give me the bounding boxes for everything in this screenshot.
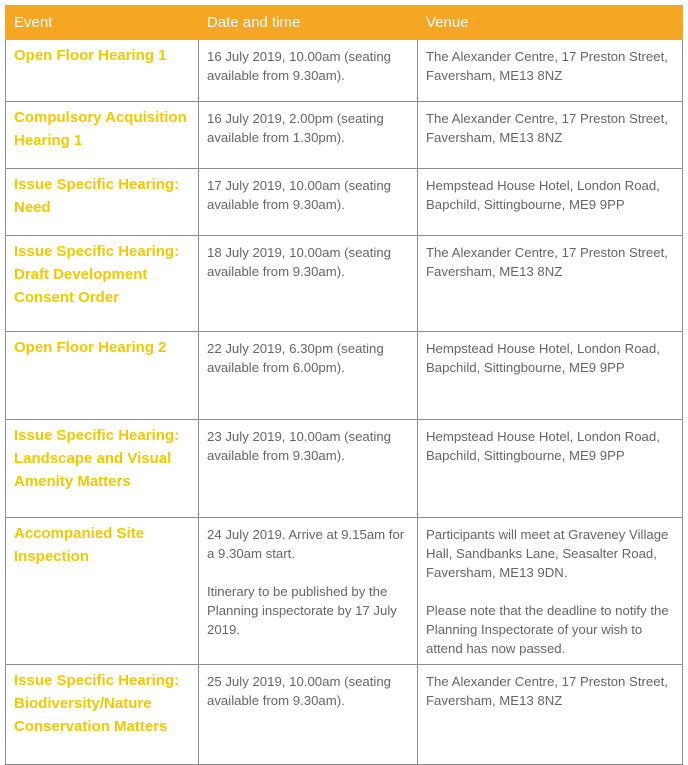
date-text: 22 July 2019, 6.30pm (seating available from 6.00pm). <box>207 341 384 375</box>
table-row <box>6 518 683 665</box>
date-cell <box>199 236 418 332</box>
header-event: Event <box>6 6 199 40</box>
venue-text: The Alexander Centre, 17 Preston Street, Faversham, ME13 8NZ <box>426 674 668 708</box>
event-cell: Open Floor Hearing 1 <box>6 40 199 102</box>
table-body <box>6 40 683 765</box>
event-cell: Issue Specific Hearing: Need <box>6 169 199 236</box>
venue-cell <box>418 665 683 765</box>
date-cell <box>199 665 418 765</box>
hearings-table <box>5 5 683 765</box>
date-text: 16 July 2019, 10.00am (seating available from 9.30am). <box>207 49 392 83</box>
table-row <box>6 420 683 518</box>
venue-cell <box>418 169 683 236</box>
date-text: 23 July 2019, 10.00am (seating available from 9.30am). <box>207 429 392 463</box>
venue-cell <box>418 420 683 518</box>
table-row <box>6 332 683 420</box>
date-cell <box>199 102 418 169</box>
date-cell <box>199 518 418 665</box>
event-cell: Accompanied Site Inspection <box>6 518 199 665</box>
date-text: 17 July 2019, 10.00am (seating available from 9.30am). <box>207 178 392 212</box>
venue-cell <box>418 40 683 102</box>
date-text: 16 July 2019, 2.00pm (seating available from 1.30pm). <box>207 111 384 145</box>
header-date: Date and time <box>199 6 418 40</box>
venue-text: The Alexander Centre, 17 Preston Street, Faversham, ME13 8NZ <box>426 49 668 83</box>
date-text: 24 July 2019. Arrive at 9.15am for a 9.30am start. <box>207 527 405 561</box>
date-cell <box>199 40 418 102</box>
table-row <box>6 40 683 102</box>
table-row <box>6 169 683 236</box>
venue-text: The Alexander Centre, 17 Preston Street, Faversham, ME13 8NZ <box>426 245 668 279</box>
venue-text: Please note that the deadline to notify the Planning Inspectorate of your wish to attend has now passed. <box>426 603 669 656</box>
date-cell <box>199 332 418 420</box>
venue-cell <box>418 236 683 332</box>
venue-cell <box>418 518 683 665</box>
event-cell: Issue Specific Hearing: Landscape and Visual Amenity Matters <box>6 420 199 518</box>
date-text: 25 July 2019, 10.00am (seating available from 9.30am). <box>207 674 392 708</box>
venue-text: Participants will meet at Graveney Village Hall, Sandbanks Lane, Seasalter Road, Faversham, ME13 9DN. <box>426 527 669 580</box>
event-cell: Open Floor Hearing 2 <box>6 332 199 420</box>
table-row <box>6 102 683 169</box>
venue-text: Hempstead House Hotel, London Road, Bapchild, Sittingbourne, ME9 9PP <box>426 429 660 463</box>
venue-text: Hempstead House Hotel, London Road, Bapchild, Sittingbourne, ME9 9PP <box>426 178 660 212</box>
date-cell <box>199 169 418 236</box>
event-cell: Issue Specific Hearing: Draft Development Consent Order <box>6 236 199 332</box>
header-venue: Venue <box>418 6 683 40</box>
event-cell: Issue Specific Hearing: Biodiversity/Nature Conservation Matters <box>6 665 199 765</box>
date-text: 18 July 2019, 10.00am (seating available from 9.30am). <box>207 245 392 279</box>
table-row <box>6 665 683 765</box>
table-row <box>6 236 683 332</box>
date-cell <box>199 420 418 518</box>
venue-cell <box>418 332 683 420</box>
header-row <box>6 6 683 40</box>
venue-text: Hempstead House Hotel, London Road, Bapchild, Sittingbourne, ME9 9PP <box>426 341 660 375</box>
date-text: Itinerary to be published by the Planning inspectorate by 17 July 2019. <box>207 584 397 637</box>
venue-cell <box>418 102 683 169</box>
event-cell: Compulsory Acquisition Hearing 1 <box>6 102 199 169</box>
venue-text: The Alexander Centre, 17 Preston Street, Faversham, ME13 8NZ <box>426 111 668 145</box>
